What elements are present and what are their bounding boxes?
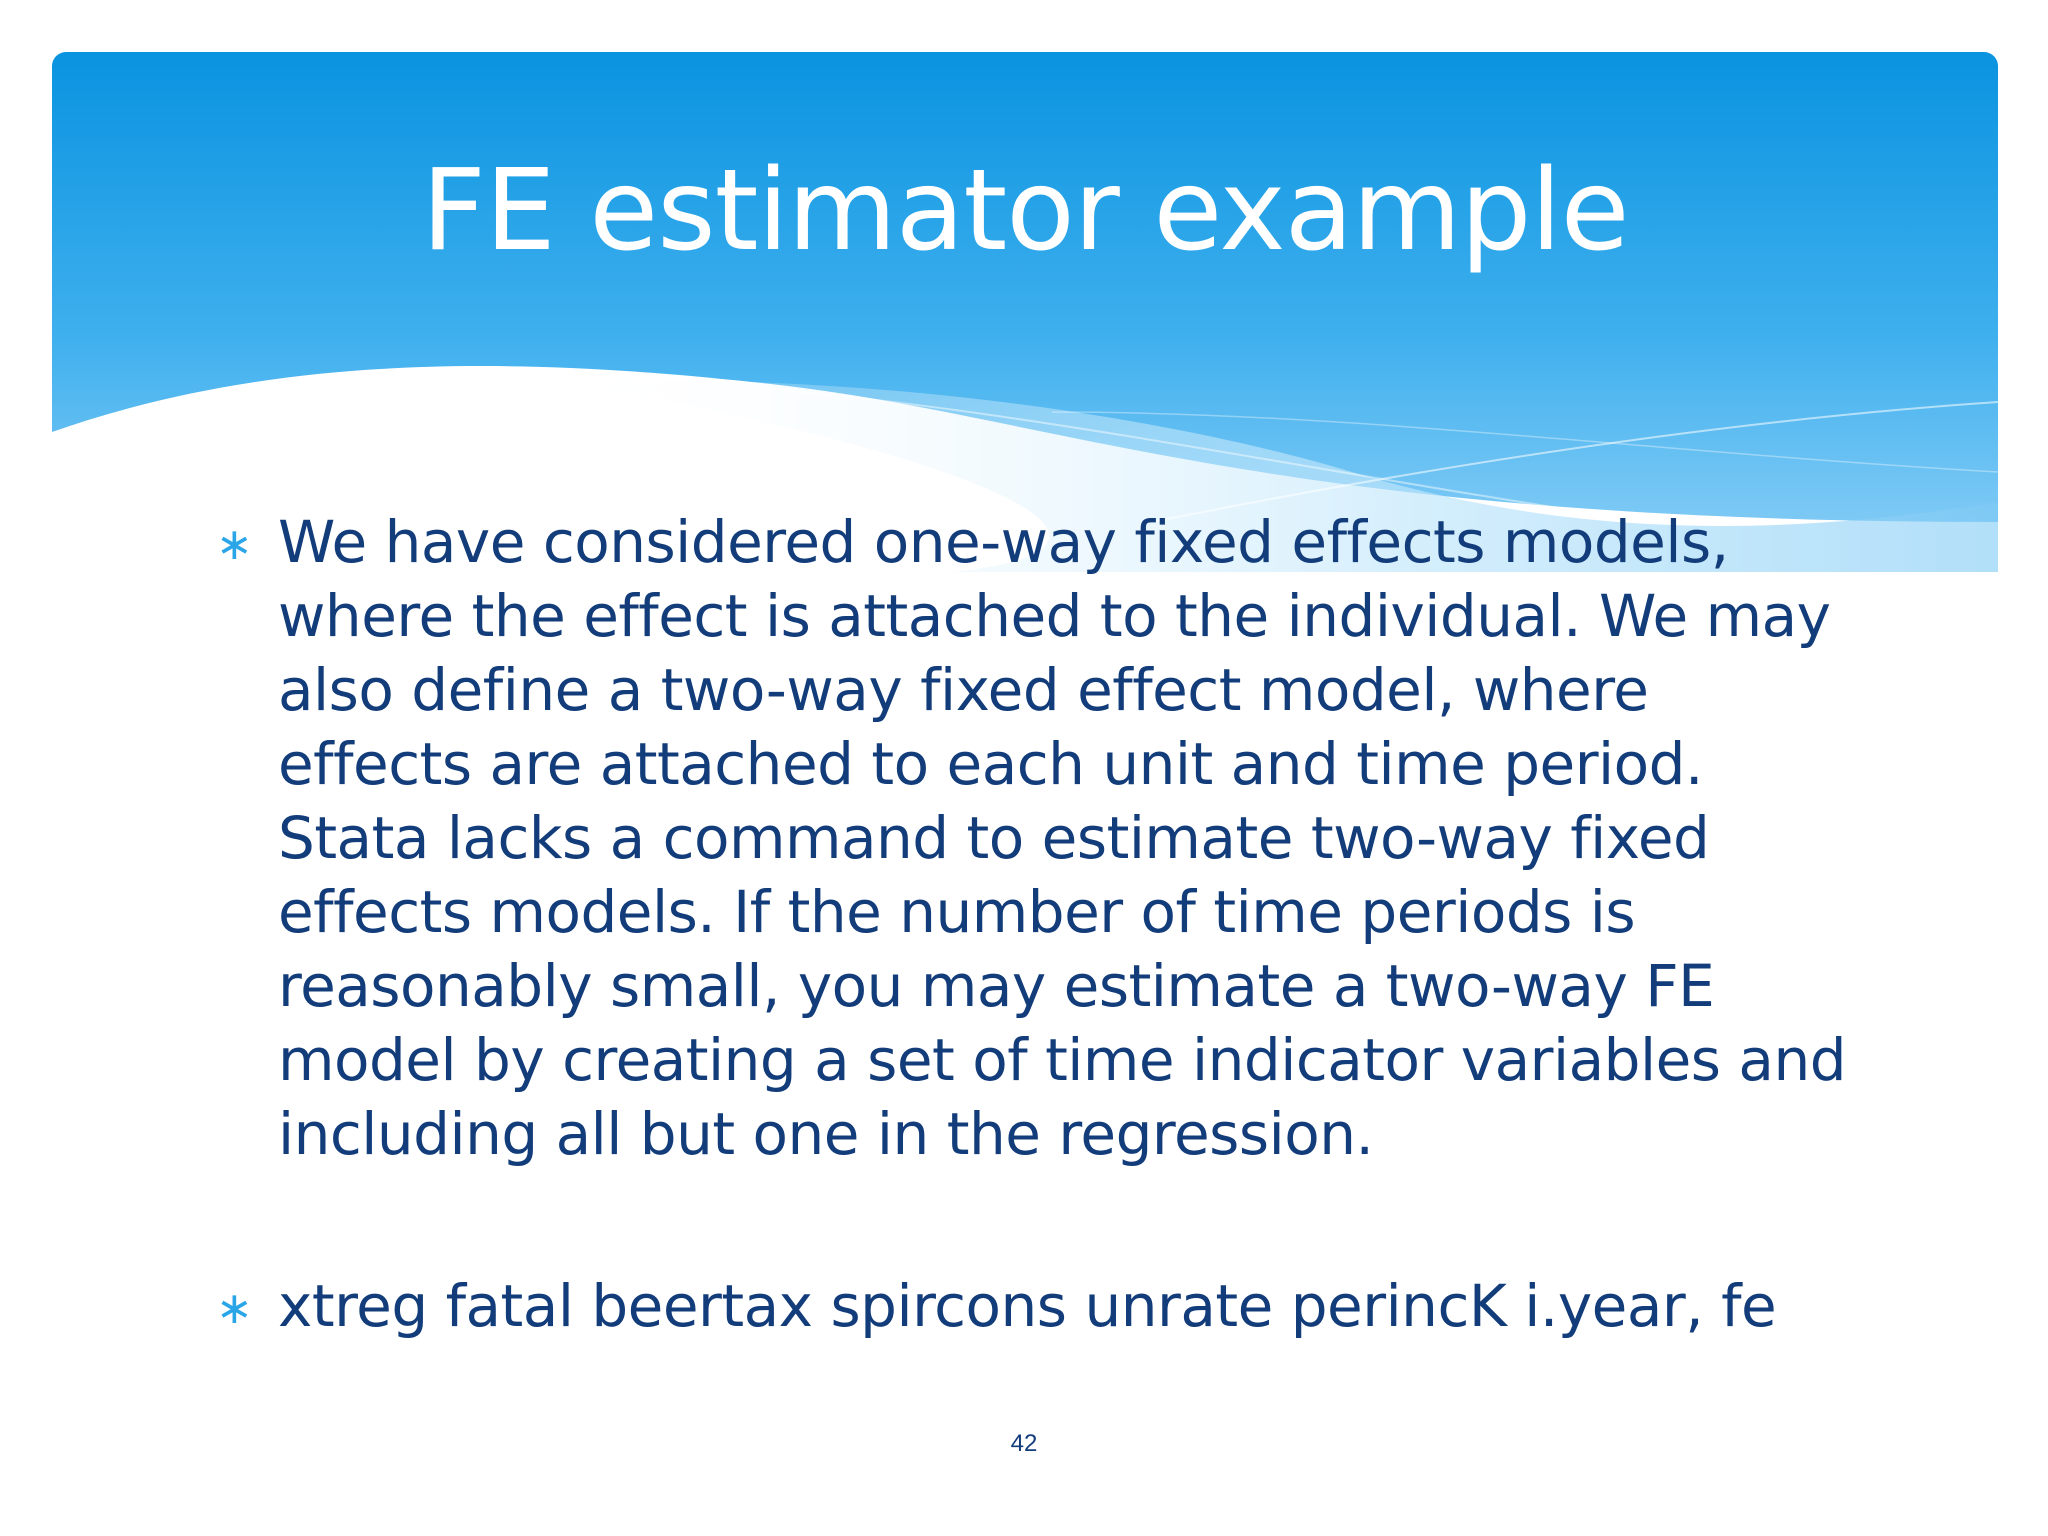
header-background (52, 52, 1998, 572)
bullet-line: xtreg fatal beertax spircons unrate perincK i.year, fe (278, 1272, 1777, 1340)
bullet-item (212, 505, 1892, 1171)
bullet-line: Stata lacks a command to estimate two-way fixed (278, 804, 1710, 872)
asterisk-bullet-icon: ∗ (216, 519, 253, 570)
bullet-line: We have considered one-way fixed effects models, (278, 508, 1729, 576)
bullet-item (212, 1269, 1892, 1343)
bullet-line: effects models. If the number of time periods is (278, 878, 1636, 946)
page-number: 42 (1010, 1430, 1038, 1457)
bullet-line: where the effect is attached to the individual. We may (278, 582, 1831, 650)
bullet-line: effects are attached to each unit and time period. (278, 730, 1703, 798)
bullet-line: reasonably small, you may estimate a two-way FE (278, 952, 1715, 1020)
bullet-line: model by creating a set of time indicator variables and (278, 1026, 1847, 1094)
bullet-line: including all but one in the regression. (278, 1100, 1374, 1168)
wave-graphic (52, 52, 1998, 572)
asterisk-bullet-icon: ∗ (216, 1283, 253, 1334)
bullet-list (212, 505, 1892, 1343)
bullet-line: also define a two-way fixed effect model, where (278, 656, 1649, 724)
slide-title: FE estimator example (421, 146, 1629, 276)
